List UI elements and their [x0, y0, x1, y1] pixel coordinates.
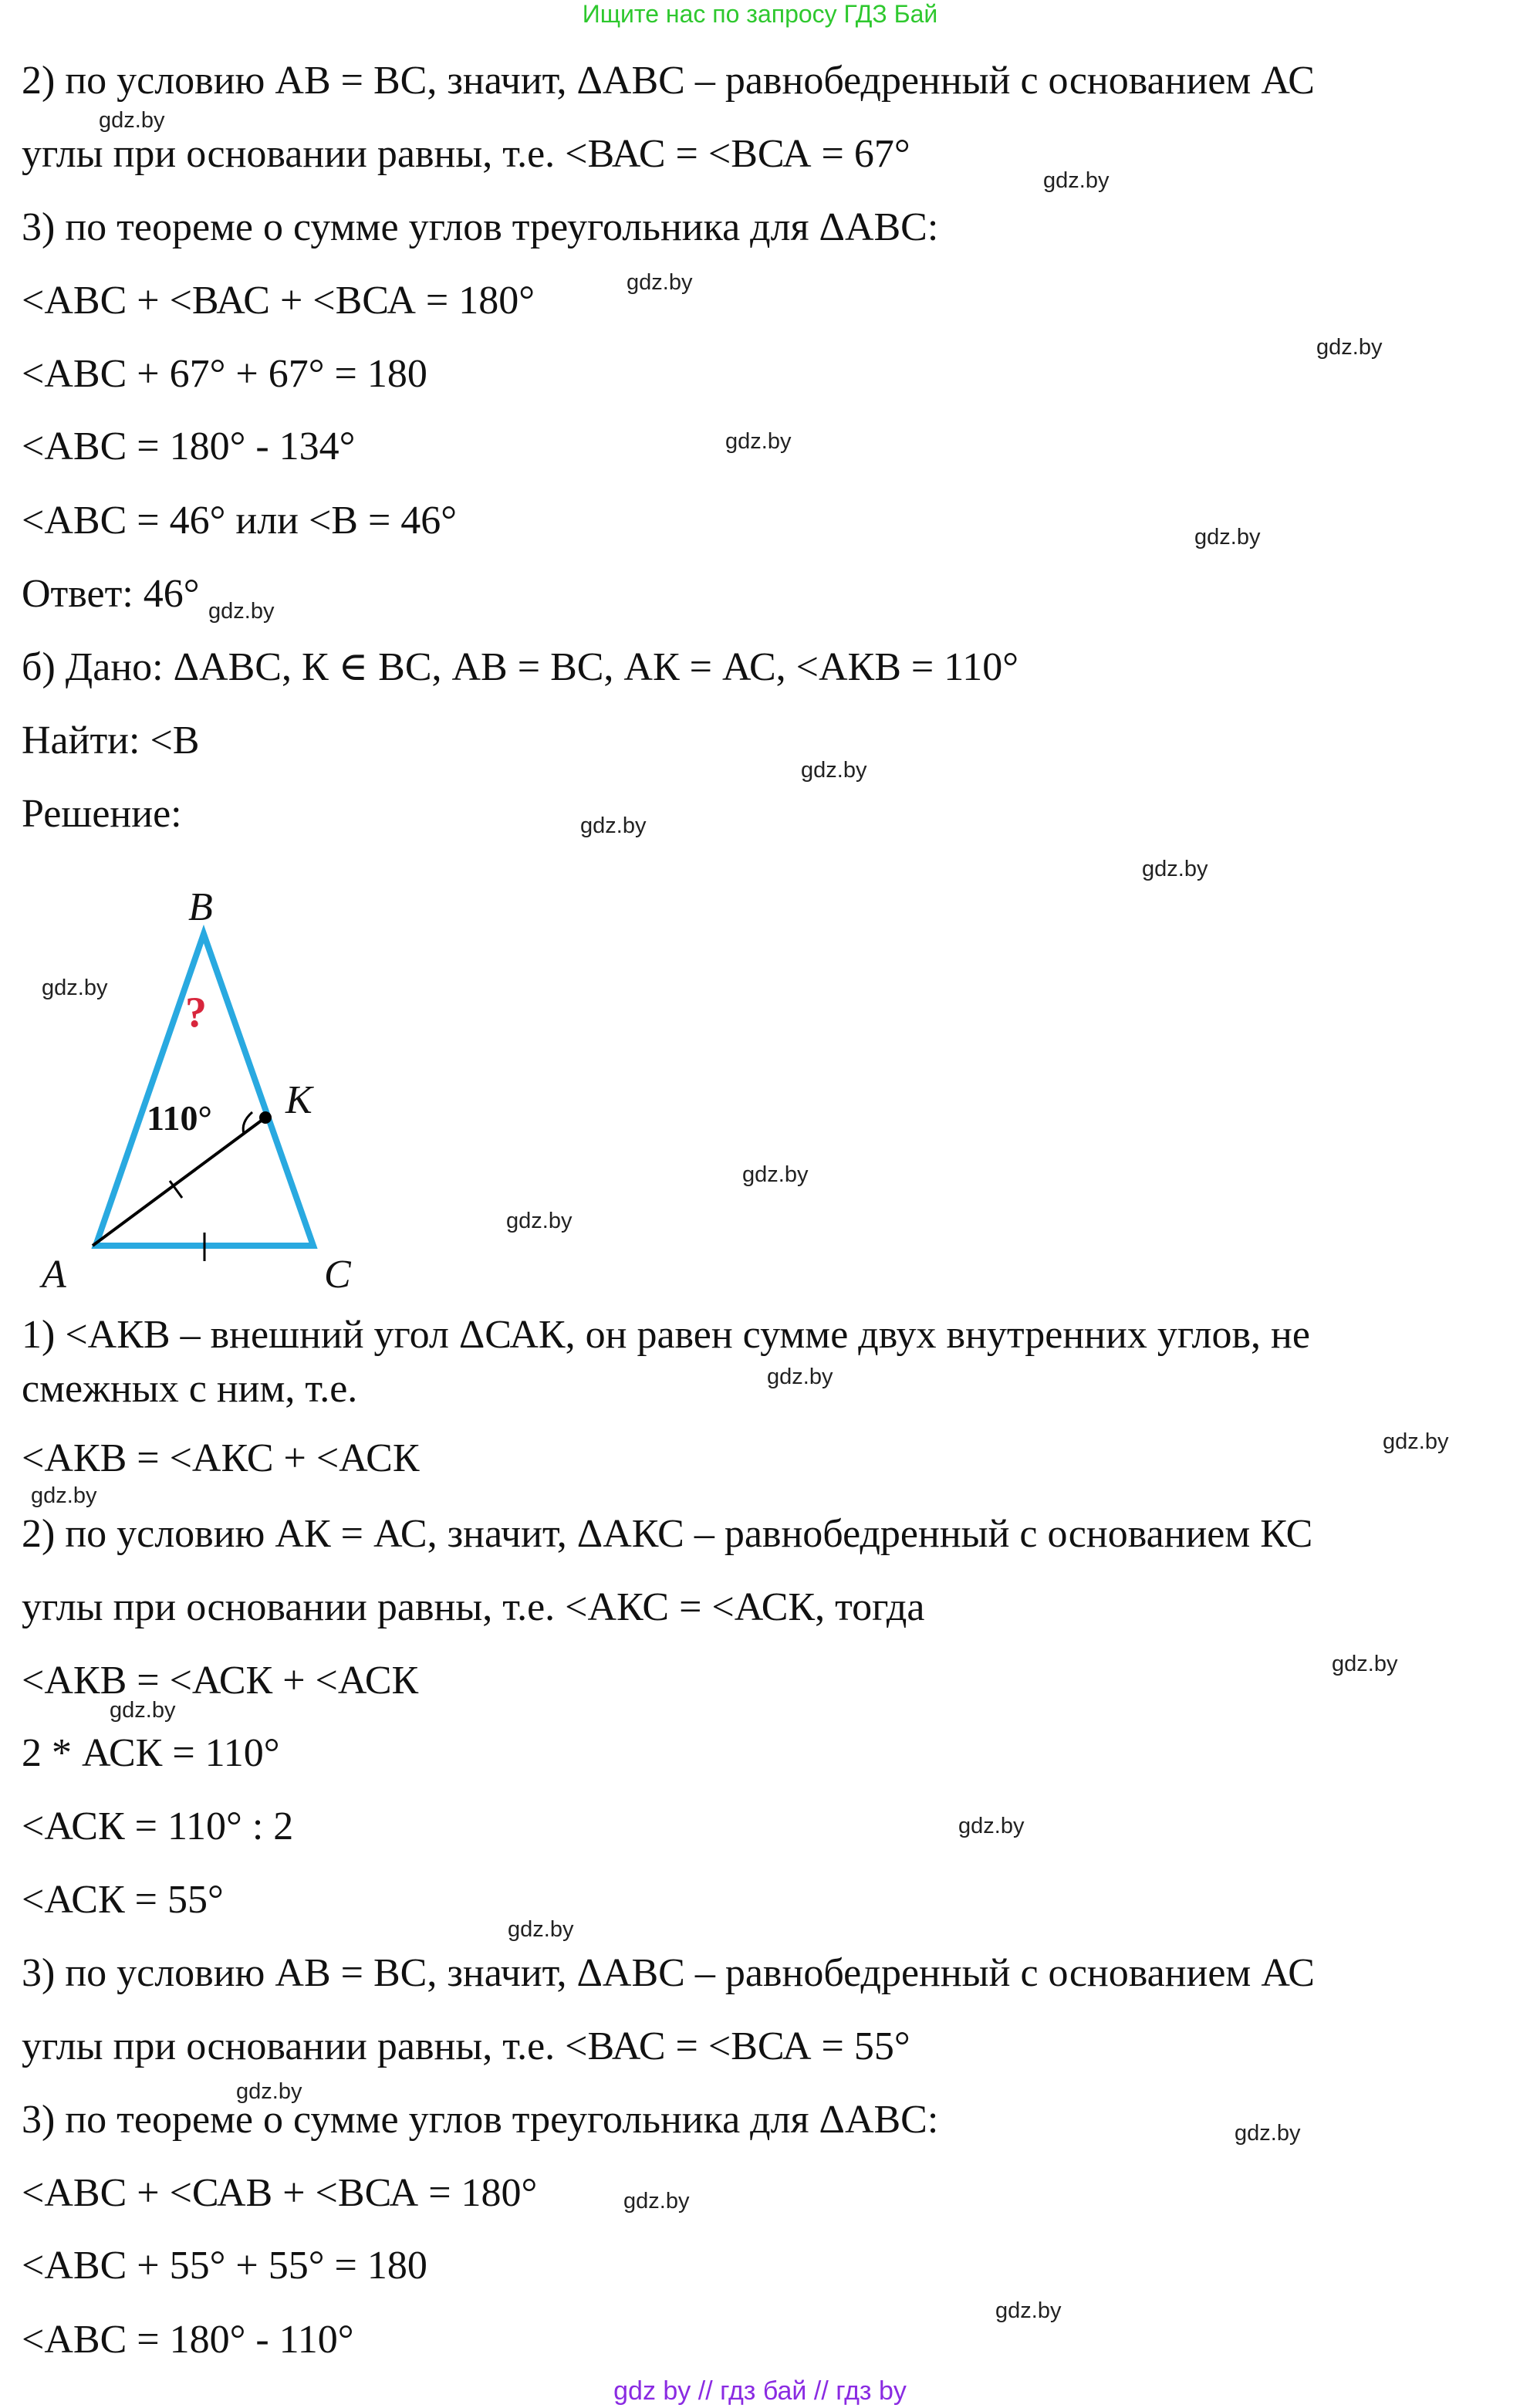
top-banner: Ищите нас по запросу ГДЗ Бай [582, 0, 938, 28]
watermark: gdz.by [99, 108, 165, 133]
text-line-4: <АВС + <ВАС + <ВСА = 180° [22, 279, 535, 323]
point-k [259, 1111, 272, 1124]
watermark: gdz.by [742, 1162, 809, 1187]
watermark: gdz.by [1316, 335, 1383, 360]
text-line-21: 3) по условию АВ = ВС, значит, ΔАВС – равнобедренный с основанием АС [22, 1951, 1315, 1995]
text-line-26: <АВС = 180° - 110° [22, 2318, 354, 2362]
watermark: gdz.by [958, 1814, 1025, 1838]
watermark: gdz.by [725, 429, 792, 454]
watermark: gdz.by [236, 2079, 302, 2104]
text-line-11: Решение: [22, 792, 182, 836]
watermark: gdz.by [1332, 1652, 1398, 1676]
watermark: gdz.by [506, 1209, 573, 1233]
text-line-18: 2 * АСК = 110° [22, 1731, 280, 1775]
text-line-25: <АВС + 55° + 55° = 180 [22, 2244, 427, 2288]
unknown-angle-mark: ? [185, 989, 207, 1037]
text-line-9: б) Дано: ΔАВС, К ∈ ВС, АВ = ВС, АК = АС, <АКВ = 110° [22, 645, 1019, 689]
text-line-24: <АВС + <САВ + <ВСА = 180° [22, 2171, 538, 2215]
vertex-label-c: C [324, 1253, 351, 1297]
watermark: gdz.by [1043, 168, 1110, 193]
triangle-abc [96, 934, 313, 1246]
text-line-15: 2) по условию АК = АС, значит, ΔАКС – равнобедренный с основанием КС [22, 1512, 1313, 1556]
footer-links: gdz by // гдз бай // гдз by [613, 2376, 907, 2406]
vertex-label-a: A [42, 1253, 66, 1297]
text-line-12: 1) <АКВ – внешний угол ΔСАК, он равен сумме двух внутренних углов, не [22, 1313, 1310, 1357]
watermark: gdz.by [42, 976, 108, 1000]
triangle-diagram [31, 864, 386, 1297]
watermark: gdz.by [623, 2189, 690, 2214]
angle-label: 110° [147, 1098, 212, 1138]
text-line-16: углы при основании равны, т.е. <АКС = <АСК, тогда [22, 1585, 925, 1629]
watermark: gdz.by [110, 1698, 176, 1723]
text-line-6: <АВС = 180° - 134° [22, 424, 356, 468]
vertex-label-b: B [188, 885, 213, 929]
watermark: gdz.by [208, 599, 275, 624]
text-line-17: <АКВ = <АСК + <АСК [22, 1659, 419, 1703]
text-line-19: <АСК = 110° : 2 [22, 1804, 294, 1848]
text-line-1: 2) по условию АВ = ВС, значит, ΔАВС – равнобедренный с основанием АС [22, 59, 1315, 103]
vertex-label-k: K [285, 1078, 312, 1122]
text-line-7: <АВС = 46° или <В = 46° [22, 499, 458, 543]
watermark: gdz.by [1194, 525, 1261, 550]
watermark: gdz.by [767, 1365, 833, 1389]
text-line-10: Найти: <В [22, 719, 200, 763]
text-line-2: углы при основании равны, т.е. <ВАС = <ВСА = 67° [22, 132, 910, 176]
watermark: gdz.by [627, 270, 693, 295]
text-line-5: <АВС + 67° + 67° = 180 [22, 352, 427, 396]
text-line-14: <АКВ = <АКС + <АСК [22, 1436, 420, 1480]
text-line-13: смежных с ним, т.е. [22, 1367, 358, 1411]
text-line-23: 3) по теореме о сумме углов треугольника для ΔАВС: [22, 2098, 939, 2142]
watermark: gdz.by [995, 2298, 1062, 2323]
watermark: gdz.by [1383, 1429, 1449, 1454]
watermark: gdz.by [1235, 2121, 1301, 2146]
text-line-8: Ответ: 46° [22, 572, 200, 616]
text-line-3: 3) по теореме о сумме углов треугольника для ΔАВС: [22, 205, 939, 249]
text-line-20: <АСК = 55° [22, 1878, 224, 1922]
watermark: gdz.by [580, 813, 647, 838]
watermark: gdz.by [508, 1917, 574, 1942]
watermark: gdz.by [31, 1483, 97, 1508]
watermark: gdz.by [1142, 857, 1208, 881]
text-line-22: углы при основании равны, т.е. <ВАС = <ВСА = 55° [22, 2024, 910, 2068]
watermark: gdz.by [801, 758, 867, 783]
